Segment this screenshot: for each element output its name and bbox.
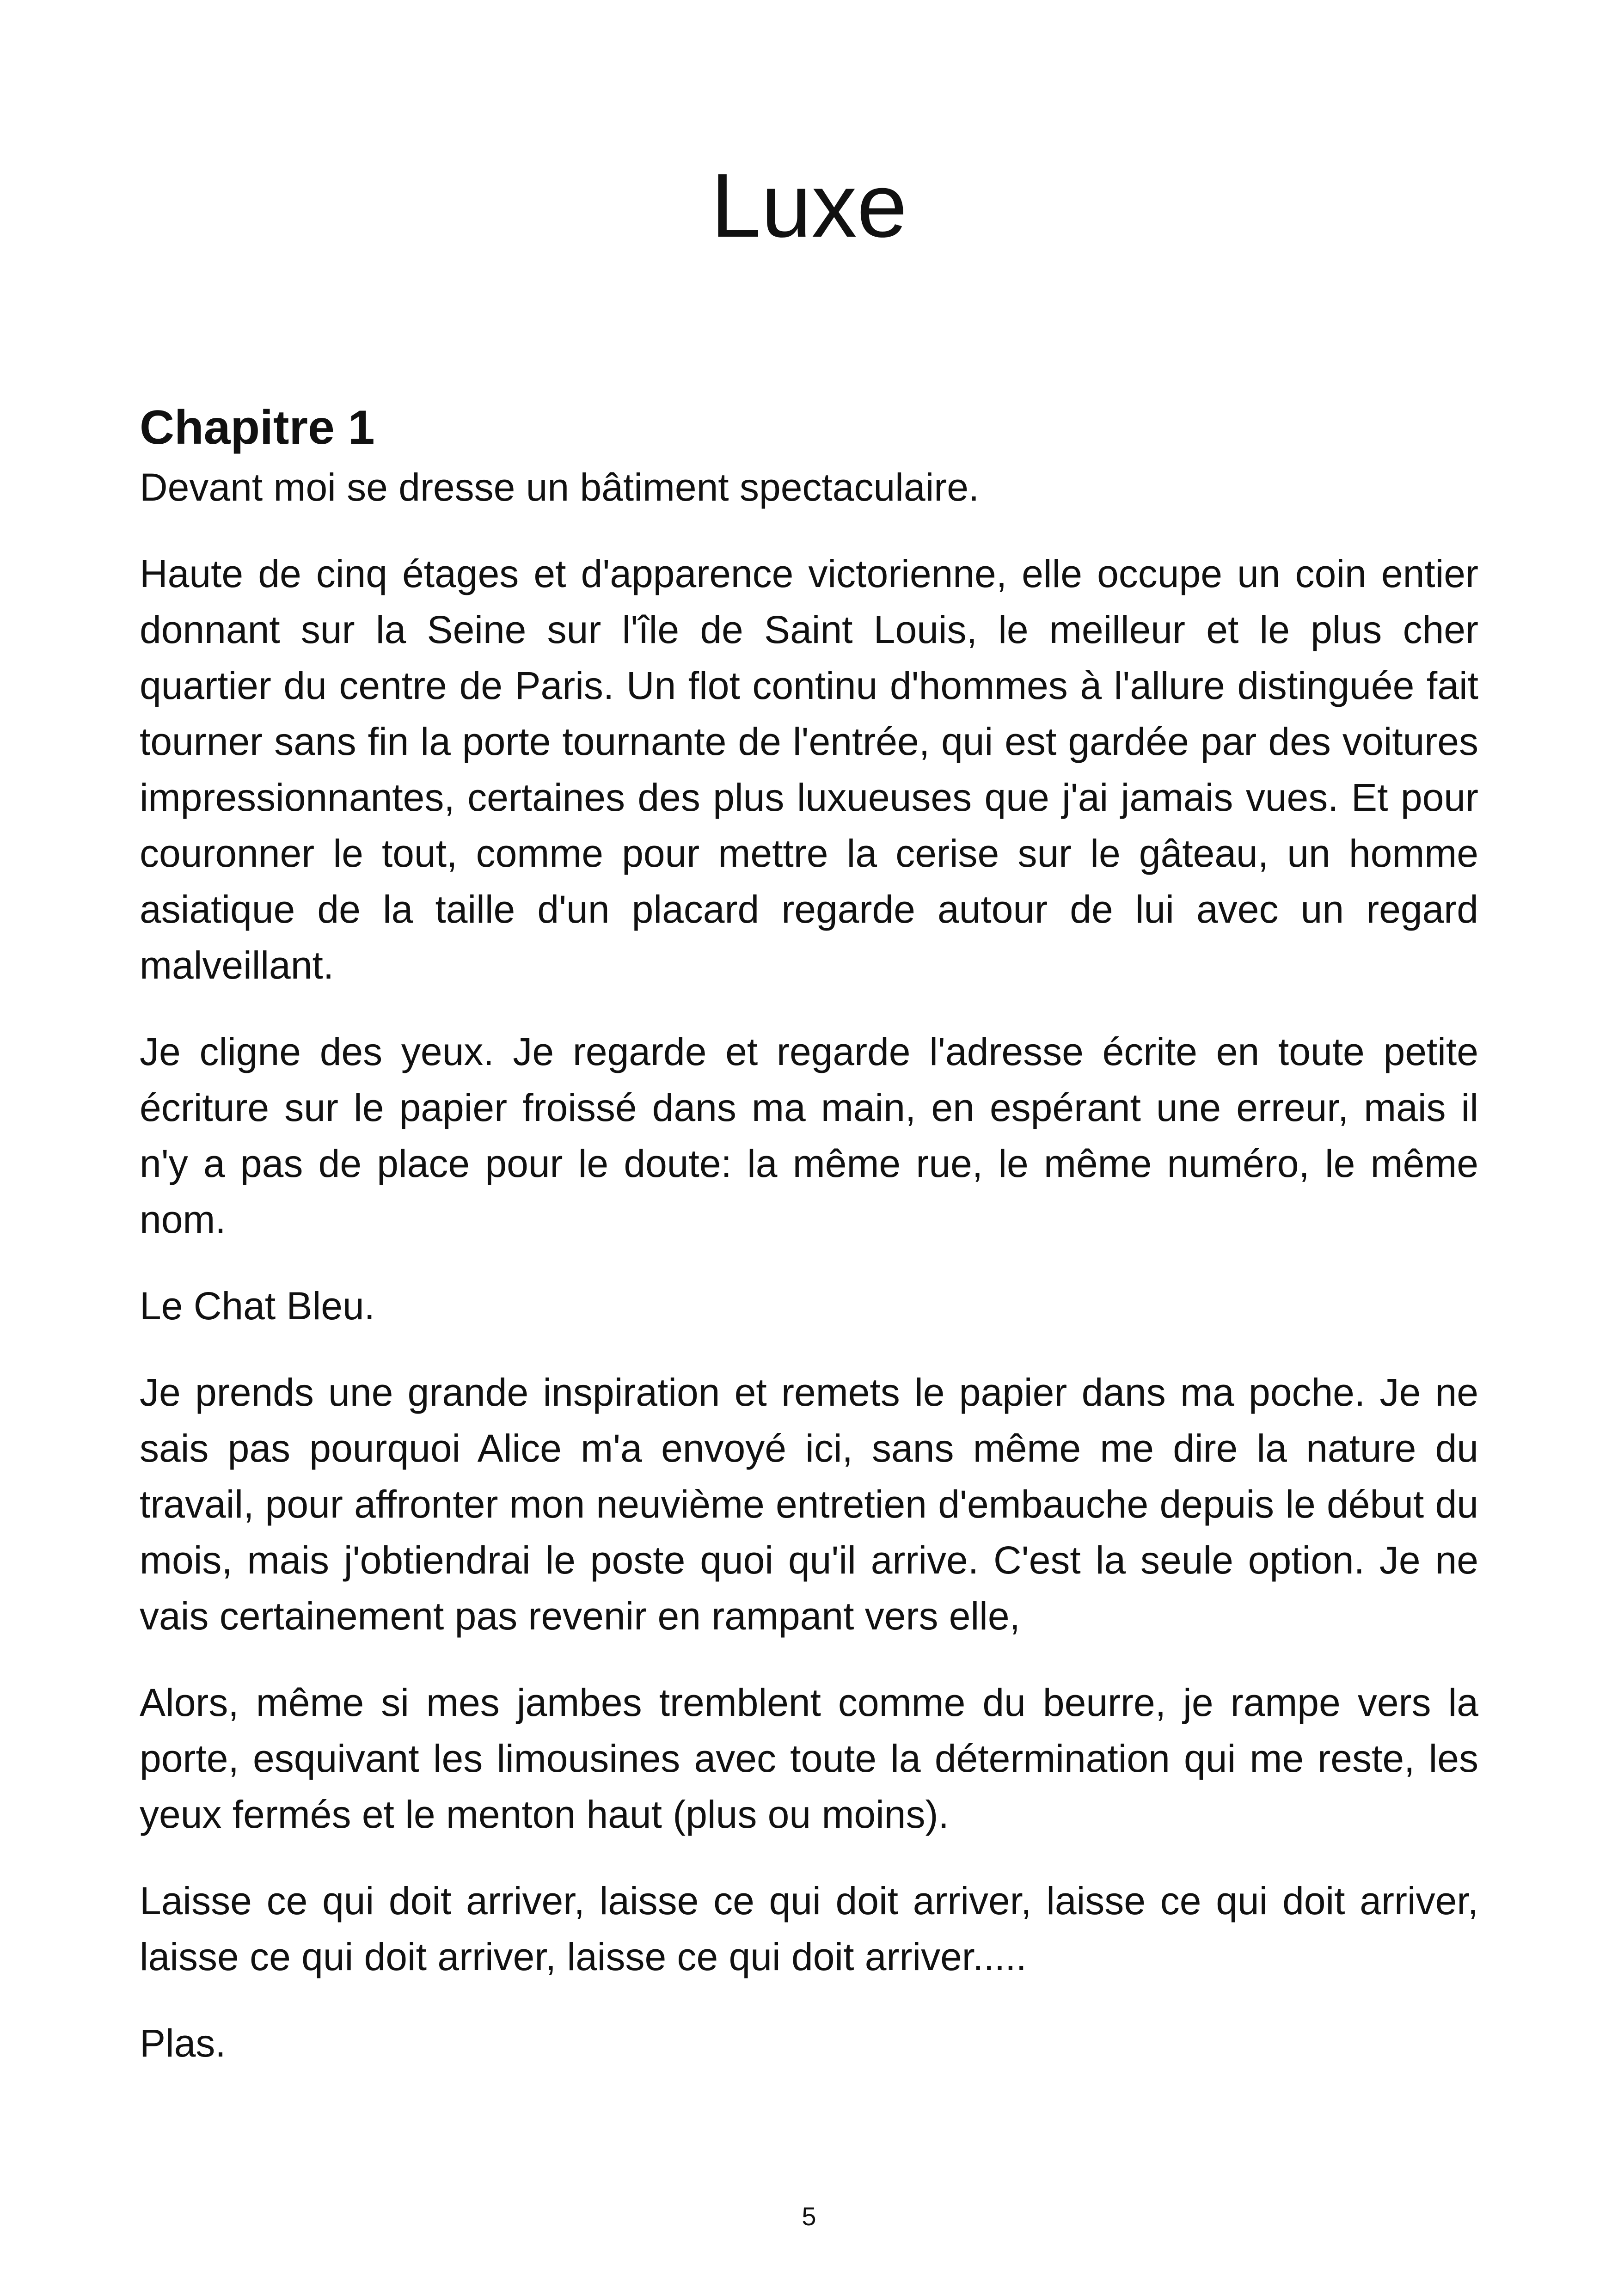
book-title: Luxe [711, 155, 907, 256]
chapter-heading: Chapitre 1 [140, 401, 375, 454]
page-number: 5 [802, 2202, 816, 2231]
paragraph-4: Le Chat Bleu. [140, 1284, 375, 1328]
paragraph-6: Alors, même si mes jambes tremblent comme du beurre, je rampe vers la porte, esquivant les limousines avec toute la détermination qui me reste, les yeux fermés et le menton haut (plus ou moins). [140, 1681, 1478, 1836]
paragraph-1: Devant moi se dresse un bâtiment spectaculaire. [140, 465, 980, 509]
paragraph-3: Je cligne des yeux. Je regarde et regarde l'adresse écrite en toute petite écriture sur le papier froissé dans ma main, en espérant une erreur, mais il n'y a pas de place pour le doute: la même rue, le même numéro, le même nom. [140, 1030, 1478, 1241]
paragraph-5: Je prends une grande inspiration et remets le papier dans ma poche. Je ne sais pas pourquoi Alice m'a envoyé ici, sans même me dire la nature du travail, pour affronter mon neuvième entretien d'embauche depuis le début du mois, mais j'obtiendrai le poste quoi qu'il arrive. C'est la seule option. Je ne vais certainement pas revenir en rampant vers elle, [140, 1371, 1478, 1638]
paragraph-8: Plas. [140, 2021, 226, 2065]
paragraph-7: Laisse ce qui doit arriver, laisse ce qui doit arriver, laisse ce qui doit arriver, laisse ce qui doit arriver, laisse ce qui doit arriver..... [140, 1879, 1478, 1978]
chapter-content [140, 398, 1478, 2102]
paragraph-2: Haute de cinq étages et d'apparence victorienne, elle occupe un coin entier donnant sur la Seine sur l'île de Saint Louis, le meilleur et le plus cher quartier du centre de Paris. Un flot continu d'hommes à l'allure distinguée fait tourner sans fin la porte tournante de l'entrée, qui est gardée par des voitures impressionnantes, certaines des plus luxueuses que j'ai jamais vues. Et pour couronner le tout, comme pour mettre la cerise sur le gâteau, un homme asiatique de la taille d'un placard regarde autour de lui avec un regard malveillant. [140, 552, 1478, 987]
